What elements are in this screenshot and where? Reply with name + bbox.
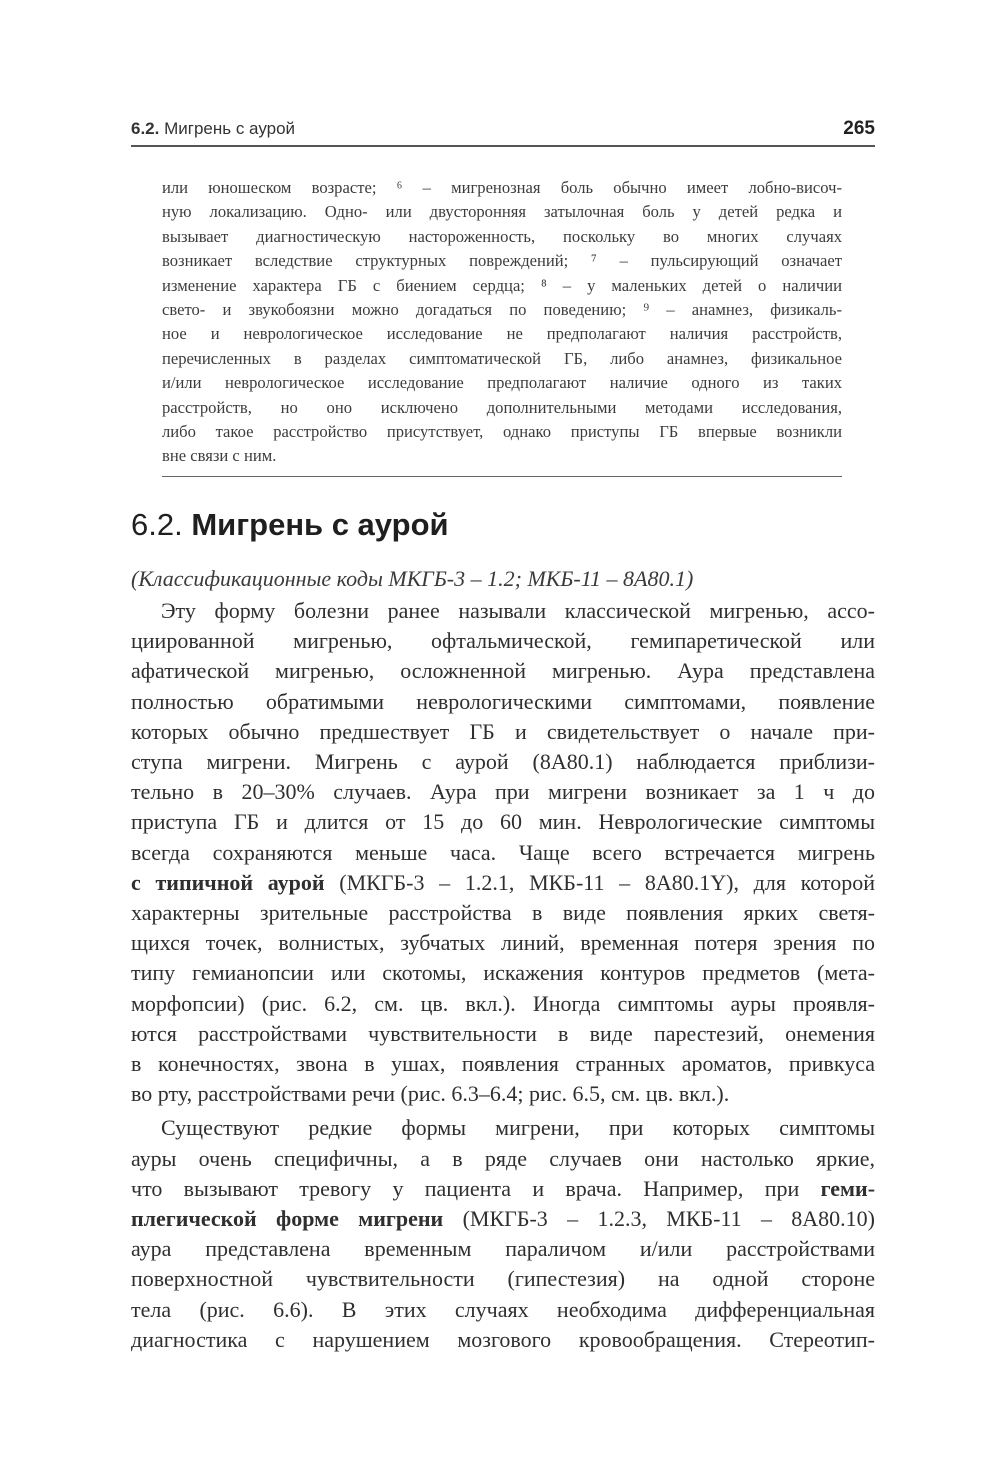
footnote-line: изменение характера ГБ с биением сердца; ⁸ – у маленьких детей о наличии	[162, 275, 842, 295]
body-line: афатической мигренью, осложненной мигренью. Аура представлена	[131, 658, 875, 684]
body-text	[131, 596, 875, 1355]
body-line: тела (рис. 6.6). В этих случаях необходима дифференциальная	[131, 1296, 875, 1322]
header-section	[131, 119, 295, 139]
bold-term: с типичной аурой	[131, 869, 325, 895]
classification-codes: (Классификационные коды МКГБ-3 – 1.2; МКБ-11 – 8A80.1)	[131, 566, 694, 591]
body-line: Эту форму болезни ранее называли классической мигренью, ассо-	[161, 598, 875, 623]
bold-term: плегической форме мигрени	[131, 1206, 444, 1232]
body-line: всегда сохраняются меньше часа. Чаще всего встречается мигрень	[131, 839, 875, 865]
header-section-number: 6.2.	[131, 119, 160, 138]
body-line: морфопсии) (рис. 6.2, см. цв. вкл.). Иногда симптомы ауры проявля-	[131, 990, 875, 1016]
section-title: Мигрень с аурой	[191, 507, 449, 542]
body-line: Существуют редкие формы мигрени, при которых симптомы	[161, 1115, 875, 1141]
body-line: ступа мигрени. Мигрень с аурой (8A80.1) наблюдается приблизи-	[131, 749, 875, 775]
body-line: диагностика с нарушением мозгового кровообращения. Стереотип-	[131, 1326, 875, 1352]
footnote-line: вызывает диагностическую настороженность, поскольку во многих случаях	[162, 226, 842, 246]
body-line: в конечностях, звона в ушах, появления странных ароматов, привкуса	[131, 1051, 875, 1077]
body-line: аура представлена временным параличом и/или расстройствами	[131, 1236, 875, 1262]
body-line	[131, 1174, 875, 1204]
footnote-rule	[162, 476, 842, 477]
body-line: характерны зрительные расстройства в виде появления ярких светя-	[131, 900, 875, 926]
footnote-line: расстройств, но оно исключено дополнительными методами исследования,	[162, 397, 842, 417]
footnote-line: или юношеском возрасте; ⁶ – мигренозная боль обычно имеет лобно-височ-	[162, 178, 842, 197]
bold-term: геми-	[820, 1175, 876, 1201]
footnote-block	[162, 176, 842, 469]
footnote-line: ную локализацию. Одно- или двусторонняя затылочная боль у детей редка и	[162, 202, 842, 222]
body-line-start: что вызывают тревогу у пациента и врача. Например, при	[131, 1175, 800, 1201]
body-line-rest: (МКГБ-3 – 1.2.3, МКБ-11 – 8A80.10)	[462, 1206, 875, 1232]
body-line: тельно в 20–30% случаев. Аура при мигрени возникает за 1 ч до	[131, 779, 875, 805]
header-rule	[131, 145, 875, 147]
body-line	[131, 868, 875, 898]
body-line: ются расстройствами чувствительности в виде парестезий, онемения	[131, 1020, 875, 1046]
body-line: типу гемианопсии или скотомы, искажения контуров предметов (мета-	[131, 960, 875, 986]
body-line: приступа ГБ и длится от 15 до 60 мин. Неврологические симптомы	[131, 809, 875, 835]
body-line: ауры очень специфичны, а в ряде случаев они настолько яркие,	[131, 1145, 875, 1171]
body-line: во рту, расстройствами речи (рис. 6.3–6.4; рис. 6.5, см. цв. вкл.).	[131, 1081, 730, 1107]
body-line-rest: (МКГБ-3 – 1.2.1, МКБ-11 – 8A80.1Y), для которой	[339, 869, 876, 895]
section-heading	[131, 507, 449, 543]
footnote-line: вне связи с ним.	[162, 446, 277, 466]
body-line: циированной мигренью, офтальмической, гемипаретической или	[131, 628, 875, 654]
page-number: 265	[843, 118, 875, 139]
footnote-line: перечисленных в разделах симптоматической ГБ, либо анамнез, физикальное	[162, 348, 842, 368]
footnote-line: и/или неврологическое исследование предполагают наличие одного из таких	[162, 373, 842, 393]
body-line: полностью обратимыми неврологическими симптомами, появление	[131, 688, 875, 714]
footnote-line: возникает вследствие структурных повреждений; ⁷ – пульсирующий означает	[162, 251, 842, 271]
header-section-title: Мигрень с аурой	[164, 119, 296, 138]
footnote-line: ное и неврологическое исследование не предполагают наличия расстройств,	[162, 324, 842, 344]
body-line: щихся точек, волнистых, зубчатых линий, временная потеря зрения по	[131, 930, 875, 956]
footnote-line: свето- и звукобоязни можно догадаться по поведению; ⁹ – анамнез, физикаль-	[162, 300, 842, 320]
body-line	[131, 1204, 875, 1234]
body-line: которых обычно предшествует ГБ и свидетельствует о начале при-	[131, 718, 875, 744]
running-header	[131, 118, 875, 140]
body-line: поверхностной чувствительности (гипестезия) на одной стороне	[131, 1266, 875, 1292]
section-number: 6.2.	[131, 507, 183, 542]
footnote-line: либо такое расстройство присутствует, однако приступы ГБ впервые возникли	[162, 422, 842, 442]
